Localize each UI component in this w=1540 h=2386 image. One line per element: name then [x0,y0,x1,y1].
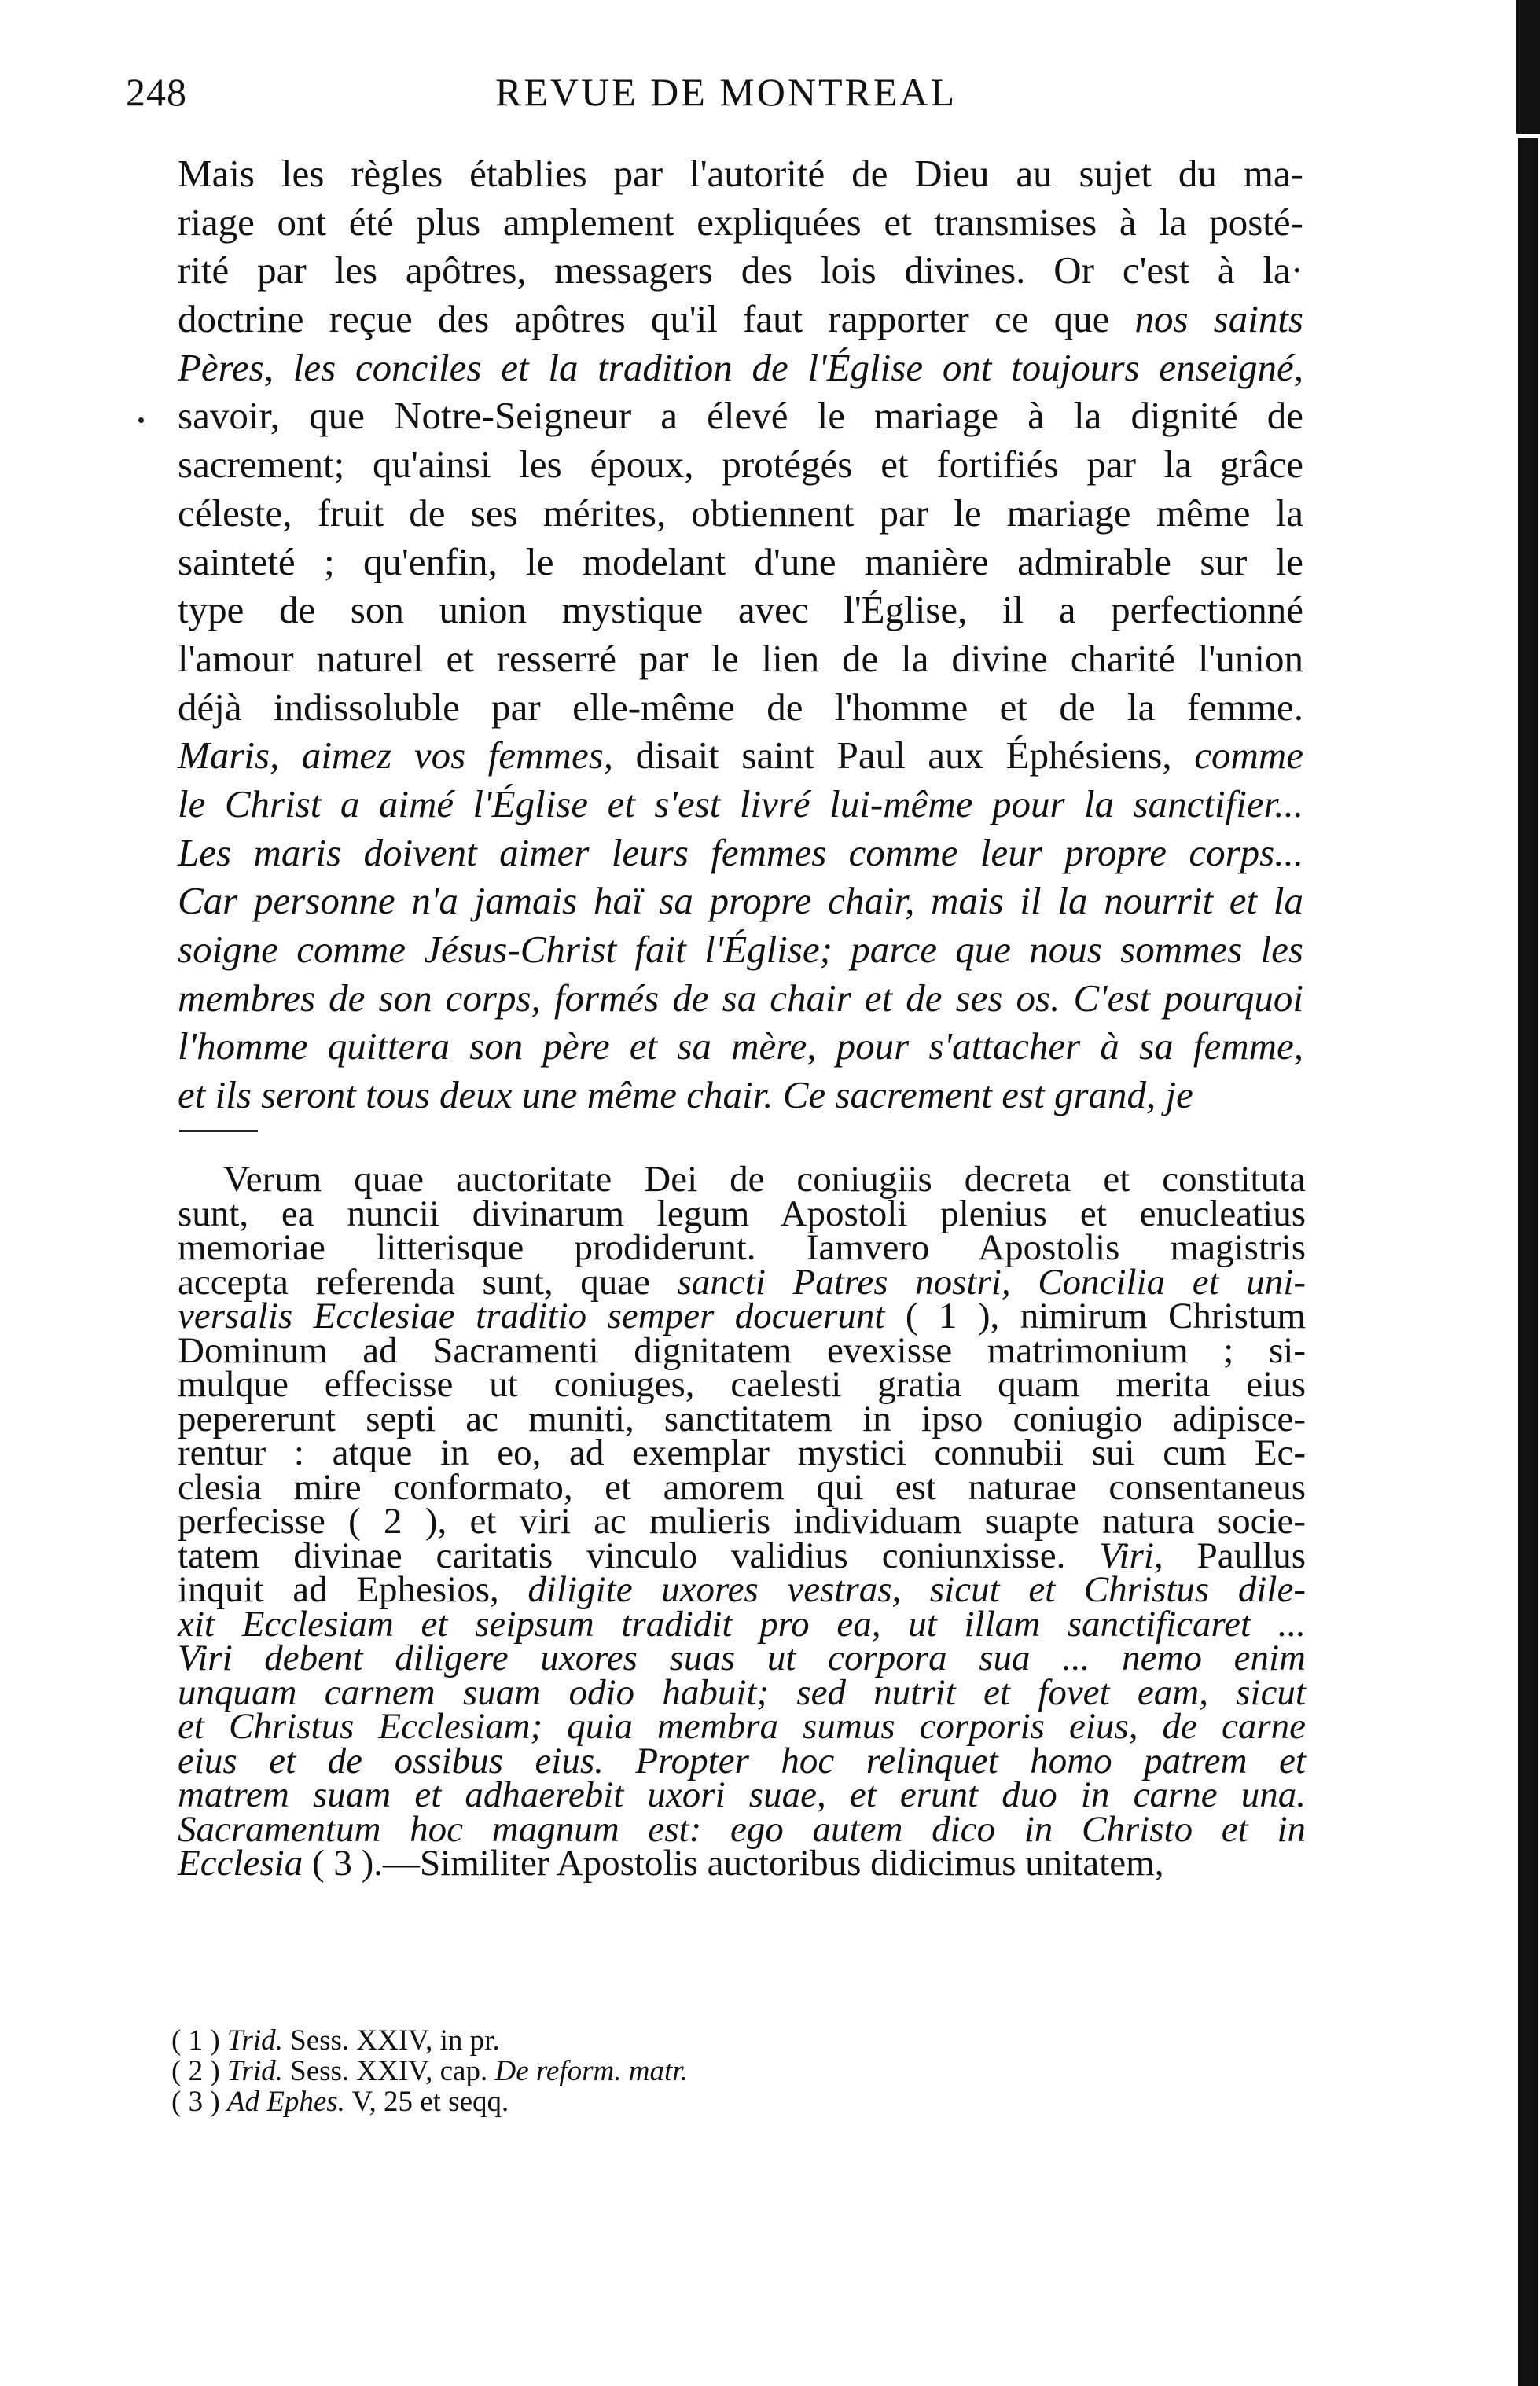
french-text-line: Maris, aimez vos femmes, disait saint Paul aux Éphésiens, comme [178,733,1304,778]
french-text-line: Les maris doivent aimer leurs femmes comme leur propre corps... [178,830,1303,874]
french-text-line: doctrine reçue des apôtres qu'il faut rapporter ce que nos saints [178,297,1303,341]
latin-text-line: inquit ad Ephesios, diligite uxores vestras, sicut et Christus dile- [178,1569,1306,1610]
footnote: ( 3 ) Ad Ephes. V, 25 et seqq. [171,2086,509,2118]
latin-text-line: Verum quae auctoritate Dei de coniugiis decreta et constituta [223,1159,1306,1200]
french-text-line: sacrement; qu'ainsi les époux, protégés et fortifiés par la grâce [178,443,1303,487]
footnote: ( 2 ) Trid. Sess. XXIV, cap. De reform. matr. [171,2055,688,2087]
running-title: REVUE DE MONTREAL [495,70,957,114]
latin-text [178,1159,1307,1884]
french-text-line: Pères, les conciles et la tradition de l'Église ont toujours enseigné, [178,345,1303,389]
latin-text-line: pepererunt septi ac muniti, sanctitatem in ipso coniugio adipisce- [178,1398,1306,1439]
french-text-line: sainteté ; qu'enfin, le modelant d'une manière admirable sur le [178,539,1303,583]
latin-text-line: Ecclesia ( 3 ).—Similiter Apostolis auctoribus didicimus unitatem, [178,1843,1164,1884]
french-text-line: l'amour naturel et resserré par le lien de la divine charité l'union [178,636,1303,680]
scan-edge [1518,138,1538,2386]
french-text [178,149,1303,1119]
french-text-line: et ils seront tous deux une même chair. Ce sacrement est grand, je [178,1073,1193,1117]
page-number: 248 [126,70,187,114]
latin-text-line: unquam carnem suam odio habuit; sed nutrit et fovet eam, sicut [178,1671,1306,1713]
latin-text-line: xit Ecclesiam et seipsum tradidit pro ea, ut illam sanctificaret ... [178,1603,1306,1645]
page-header [118,69,1297,124]
french-text-line: type de son union mystique avec l'Église, il a perfectionné [178,588,1303,632]
latin-text-line: matrem suam et adhaerebit uxori suae, et erunt duo in carne una. [178,1774,1306,1815]
french-text-line: membres de son corps, formés de sa chair et de ses os. C'est pourquoi [178,976,1303,1020]
latin-text-line: versalis Ecclesiae traditio semper docuerunt ( 1 ), nimirum Christum [178,1296,1307,1336]
scan-edge-top [1516,0,1540,134]
footnote: ( 1 ) Trid. Sess. XXIV, in pr. [171,2024,500,2057]
french-text-line: l'homme quittera son père et sa mère, pour s'attacher à sa femme, [178,1024,1303,1068]
french-text-line: déjà indissoluble par elle-même de l'homme et de la femme. [178,685,1303,729]
latin-text-line: eius et de ossibus eius. Propter hoc relinquet homo patrem et [178,1740,1306,1781]
french-text-line: le Christ a aimé l'Église et s'est livré lui-même pour la sanctifier... [178,781,1303,825]
french-text-line: riage ont été plus amplement expliquées et transmises à la posté- [178,200,1303,244]
latin-text-line: rentur : atque in eo, ad exemplar mystici connubii sui cum Ec- [178,1432,1306,1473]
latin-text-line: accepta referenda sunt, quae sancti Patres nostri, Concilia et uni- [178,1261,1306,1303]
french-text-line: soigne comme Jésus-Christ fait l'Église; parce que nous sommes les [178,928,1303,971]
latin-text-line: clesia mire conformato, et amorem qui est naturae consentaneus [178,1466,1306,1508]
latin-text-line: et Christus Ecclesiam; quia membra sumus corporis eius, de carne [178,1706,1306,1747]
french-text-line: Mais les règles établies par l'autorité de Dieu au sujet du ma- [178,152,1303,195]
french-text-line: céleste, fruit de ses mérites, obtiennent par le mariage même la [178,491,1303,535]
latin-text-line: Viri debent diligere uxores suas ut corpora sua ... nemo enim [178,1638,1306,1678]
margin-mark [138,417,144,423]
latin-text-line: memoriae litterisque prodiderunt. Iamvero Apostolis magistris [178,1227,1306,1268]
separator-rule [179,1130,258,1132]
french-text-line: Car personne n'a jamais haï sa propre chair, mais il la nourrit et la [178,879,1303,923]
french-text-line: rité par les apôtres, messagers des lois divines. Or c'est à la· [178,248,1303,292]
latin-text-line: sunt, ea nuncii divinarum legum Apostoli plenius et enucleatius [178,1193,1306,1234]
latin-text-line: mulque effecisse ut coniuges, caelesti gratia quam merita eius [178,1364,1306,1405]
latin-text-line: tatem divinae caritatis vinculo validius coniunxisse. Viri, Paullus [178,1535,1306,1576]
latin-text-line: perfecisse ( 2 ), et viri ac mulieris individuam suapte natura socie- [178,1501,1306,1542]
french-text-line: savoir, que Notre-Seigneur a élevé le mariage à la dignité de [178,394,1303,438]
footnotes [171,2025,957,2117]
latin-text-line: Dominum ad Sacramenti dignitatem evexisse matrimonium ; si- [178,1329,1306,1371]
latin-text-line: Sacramentum hoc magnum est: ego autem dico in Christo et in [178,1808,1306,1850]
